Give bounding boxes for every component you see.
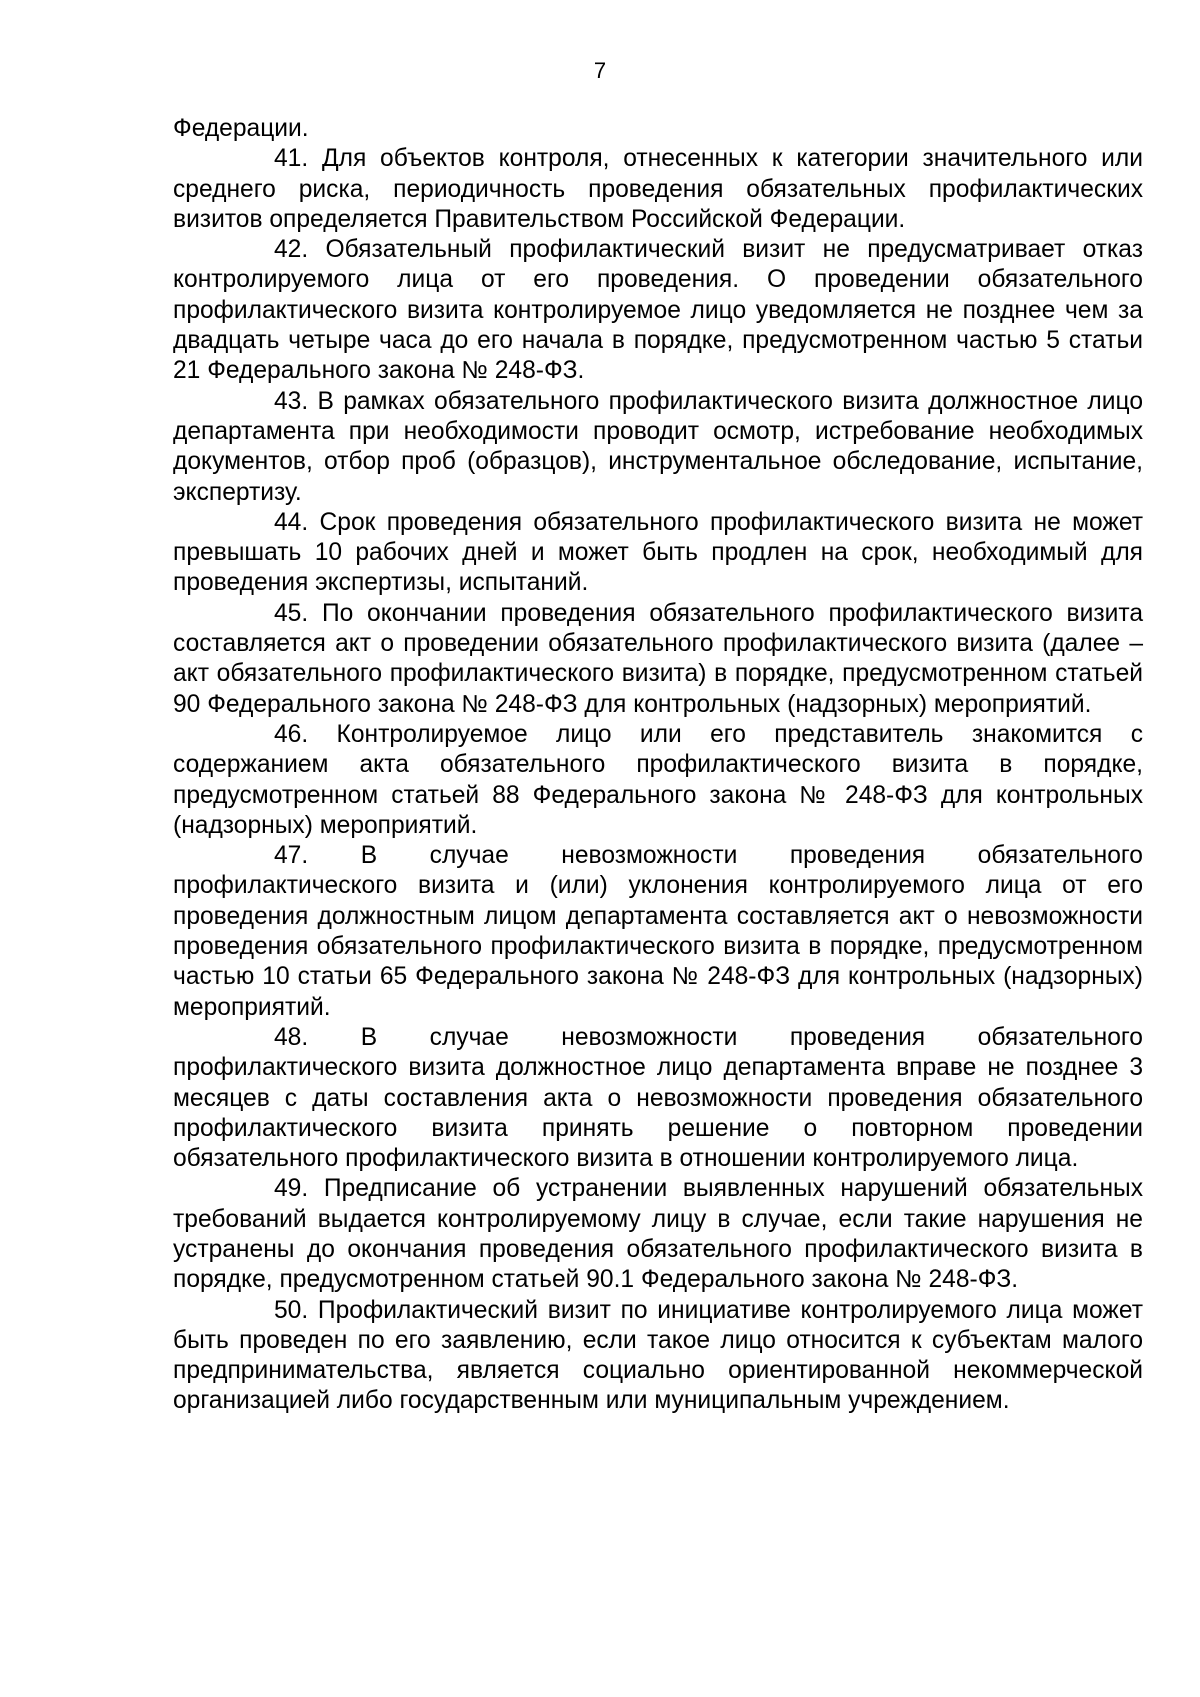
paragraph-45: 45. По окончании проведения обязательного профилактического визита составляется акт о проведении обязательного профилактического визита (далее – акт обязательного профилактического визита) в порядке, предусмотренном статьей 90 Федерального закона № 248-ФЗ для контрольных (надзорных) мероприятий.	[173, 599, 1143, 718]
paragraph-41: 41. Для объектов контроля, отнесенных к категории значительного или среднего риска, периодичность проведения обязательных профилактических визитов определяется Правительством Российской Федерации.	[173, 145, 1143, 233]
paragraph-continuation: Федерации.	[173, 115, 309, 142]
document-body	[173, 114, 1143, 1417]
paragraph-43: 43. В рамках обязательного профилактического визита должностное лицо департамента при необходимости проводит осмотр, истребование необходимых документов, отбор проб (образцов), инструментальное обследование, испытание, экспертизу.	[173, 387, 1143, 506]
paragraph-49: 49. Предписание об устранении выявленных нарушений обязательных требований выдается контролируемому лицу в случае, если такие нарушения не устранены до окончания проведения обязательного профилактического визита в порядке, предусмотренном статьей 90.1 Федерального закона № 248-ФЗ.	[173, 1175, 1143, 1294]
paragraph-47: 47. В случае невозможности проведения обязательного профилактического визита и (или) уклонения контролируемого лица от его проведения должностным лицом департамента составляется акт о невозможности проведения обязательного профилактического визита в порядке, предусмотренном частью 10 статьи 65 Федерального закона № 248-ФЗ для контрольных (надзорных) мероприятий.	[173, 842, 1143, 1021]
paragraph-46: 46. Контролируемое лицо или его представитель знакомится с содержанием акта обязательного профилактического визита в порядке, предусмотренном статьей 88 Федерального закона № 248-ФЗ для контрольных (надзорных) мероприятий.	[173, 720, 1143, 839]
page-number: 7	[593, 58, 607, 83]
paragraph-44: 44. Срок проведения обязательного профилактического визита не может превышать 10 рабочих дней и может быть продлен на срок, необходимый для проведения экспертизы, испытаний.	[173, 508, 1143, 597]
paragraph-50: 50. Профилактический визит по инициативе контролируемого лица может быть проведен по его заявлению, если такое лицо относится к субъектам малого предпринимательства, является социально ориентированной некоммерческой организацией либо государственным или муниципальным учреждением.	[173, 1296, 1143, 1415]
paragraph-42: 42. Обязательный профилактический визит не предусматривает отказ контролируемого лица от его проведения. О проведении обязательного профилактического визита контролируемое лицо уведомляется не позднее чем за двадцать четыре часа до его начала в порядке, предусмотренном частью 5 статьи 21 Федерального закона № 248-ФЗ.	[173, 236, 1143, 385]
paragraph-48: 48. В случае невозможности проведения обязательного профилактического визита должностное лицо департамента вправе не позднее 3 месяцев с даты составления акта о невозможности проведения обязательного профилактического визита принять решение о повторном проведении обязательного профилактического визита в отношении контролируемого лица.	[173, 1023, 1143, 1173]
